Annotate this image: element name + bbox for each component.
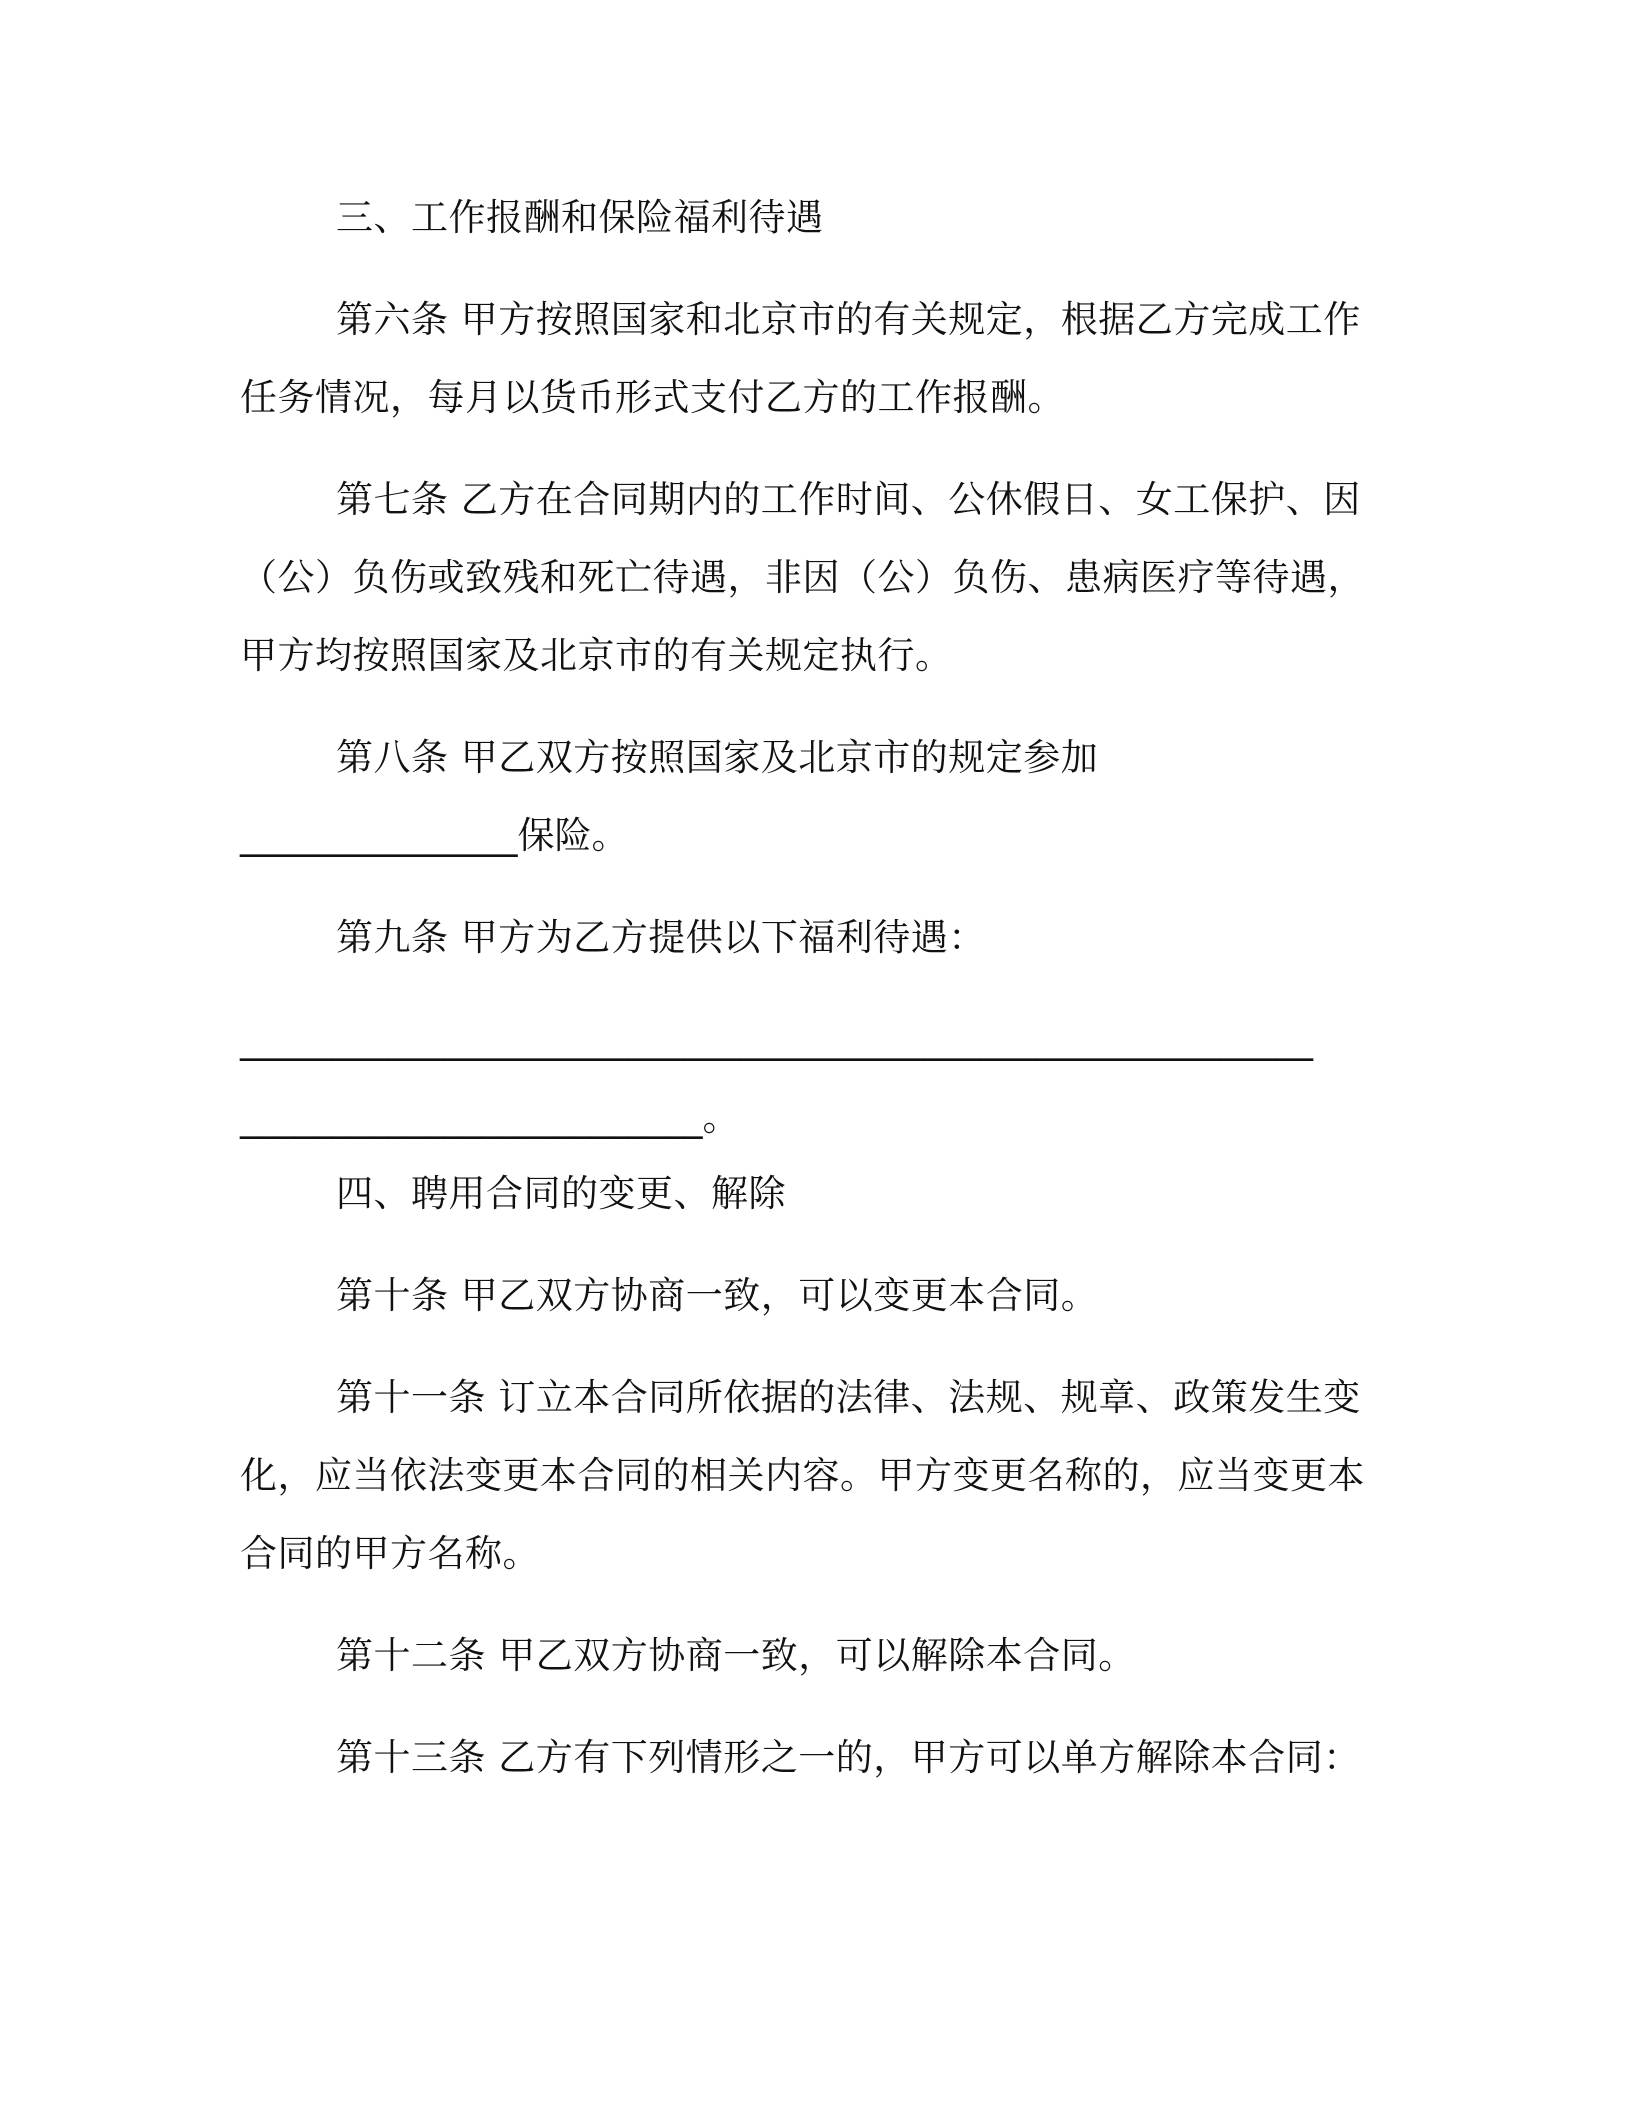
section-heading-3: 三、工作报酬和保险福利待遇 <box>336 196 824 239</box>
article-10-line-1: 第十条 甲乙双方协商一致，可以变更本合同。 <box>336 1274 1099 1317</box>
article-11-line-3: 合同的甲方名称。 <box>240 1532 540 1575</box>
article-9-blank-line-1: __________________________________________________________ <box>240 1018 1313 1061</box>
article-9-line-1: 第九条 甲方为乙方提供以下福利待遇： <box>336 916 986 959</box>
article-13-line-1: 第十三条 乙方有下列情形之一的，甲方可以单方解除本合同： <box>336 1736 1361 1779</box>
article-8-line-2: _______________保险。 <box>240 814 629 857</box>
article-7-line-2: （公）负伤或致残和死亡待遇，非因（公）负伤、患病医疗等待遇， <box>240 556 1365 599</box>
article-11-line-1: 第十一条 订立本合同所依据的法律、法规、规章、政策发生变 <box>336 1376 1361 1419</box>
article-12-line-1: 第十二条 甲乙双方协商一致，可以解除本合同。 <box>336 1634 1136 1677</box>
section-heading-4: 四、聘用合同的变更、解除 <box>336 1172 786 1215</box>
article-8-line-1: 第八条 甲乙双方按照国家及北京市的规定参加 <box>336 736 1099 779</box>
article-7-line-3: 甲方均按照国家及北京市的有关规定执行。 <box>240 634 953 677</box>
article-6-line-2: 任务情况，每月以货币形式支付乙方的工作报酬。 <box>240 376 1065 419</box>
article-11-line-2: 化，应当依法变更本合同的相关内容。甲方变更名称的，应当变更本 <box>240 1454 1365 1497</box>
article-7-line-1: 第七条 乙方在合同期内的工作时间、公休假日、女工保护、因 <box>336 478 1361 521</box>
article-6-line-1: 第六条 甲方按照国家和北京市的有关规定，根据乙方完成工作 <box>336 298 1361 341</box>
article-9-blank-line-2: _________________________。 <box>240 1096 740 1139</box>
